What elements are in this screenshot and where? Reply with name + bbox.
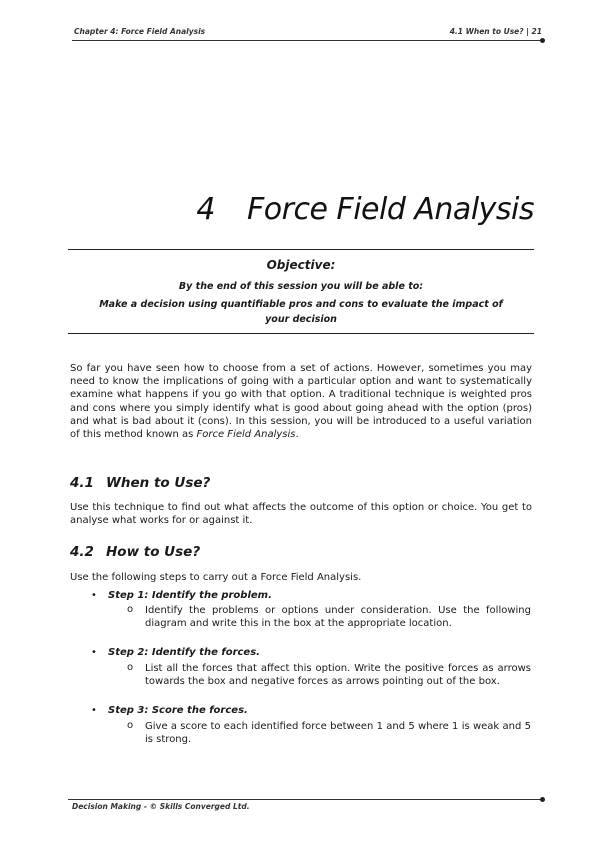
sub-bullet-marker: o <box>127 604 134 615</box>
objective-top-rule <box>68 249 534 250</box>
intro-emphasis: Force Field Analysis <box>196 429 296 441</box>
objective-line-2: Make a decision using quantifiable pros and cons to evaluate the impact of <box>99 299 503 310</box>
section-heading-when <box>70 475 210 491</box>
step-detail: List all the forces that affect this option. Write the positive forces as arrows towards the box and negative forces as arrows pointing out of the box. <box>145 663 531 688</box>
section-heading-how <box>70 544 200 560</box>
bullet-marker: • <box>91 705 97 716</box>
bullet-marker: • <box>91 647 97 658</box>
page-footer: Decision Making - © Skills Converged Ltd. <box>72 802 250 811</box>
intro-paragraph <box>70 362 532 441</box>
section-how-intro: Use the following steps to carry out a Force Field Analysis. <box>70 572 362 583</box>
step-title: Step 1: Identify the problem. <box>108 590 272 601</box>
section-number: 4.1 <box>70 475 94 491</box>
section-number: 4.2 <box>70 544 94 560</box>
section-when-body: Use this technique to find out what affects the outcome of this option or choice. You get to analyse what works for or against it. <box>70 502 532 527</box>
sub-bullet-marker: o <box>127 720 134 731</box>
step-title: Step 2: Identify the forces. <box>108 647 260 658</box>
intro-text: So far you have seen how to choose from a set of actions. However, sometimes you may need to know the implications of going with a particular option and want to systematically examine what happens if you go with that option. A traditional technique is weighted pros and cons where you simply identify what is good about going ahead with the option (pros) and what is bad about it (cons). In this session, you will be introduced to a useful variation of this method known as <box>70 363 532 441</box>
header-section-page: 4.1 When to Use? | 21 <box>449 27 542 36</box>
chapter-title-text: Force Field Analysis <box>247 192 534 227</box>
step-title: Step 3: Score the forces. <box>108 705 248 716</box>
section-title: When to Use? <box>106 475 211 491</box>
bullet-marker: • <box>91 590 97 601</box>
section-title: How to Use? <box>106 544 201 560</box>
footer-rule <box>68 799 542 800</box>
chapter-title <box>196 192 534 227</box>
chapter-number: 4 <box>196 192 215 227</box>
objective-line-3: your decision <box>265 314 337 325</box>
footer-rule-dot <box>540 797 545 802</box>
step-detail: Identify the problems or options under consideration. Use the following diagram and write this in the box at the appropriate location. <box>145 605 531 630</box>
sub-bullet-marker: o <box>127 662 134 673</box>
intro-end: . <box>295 429 299 441</box>
header-rule <box>72 40 540 41</box>
objective-bottom-rule <box>68 333 534 334</box>
header-chapter: Chapter 4: Force Field Analysis <box>74 27 206 36</box>
objective-heading: Objective: <box>266 258 336 272</box>
objective-line-1: By the end of this session you will be able to: <box>178 281 424 292</box>
header-rule-dot <box>540 38 545 43</box>
step-detail: Give a score to each identified force between 1 and 5 where 1 is weak and 5 is strong. <box>145 721 531 746</box>
